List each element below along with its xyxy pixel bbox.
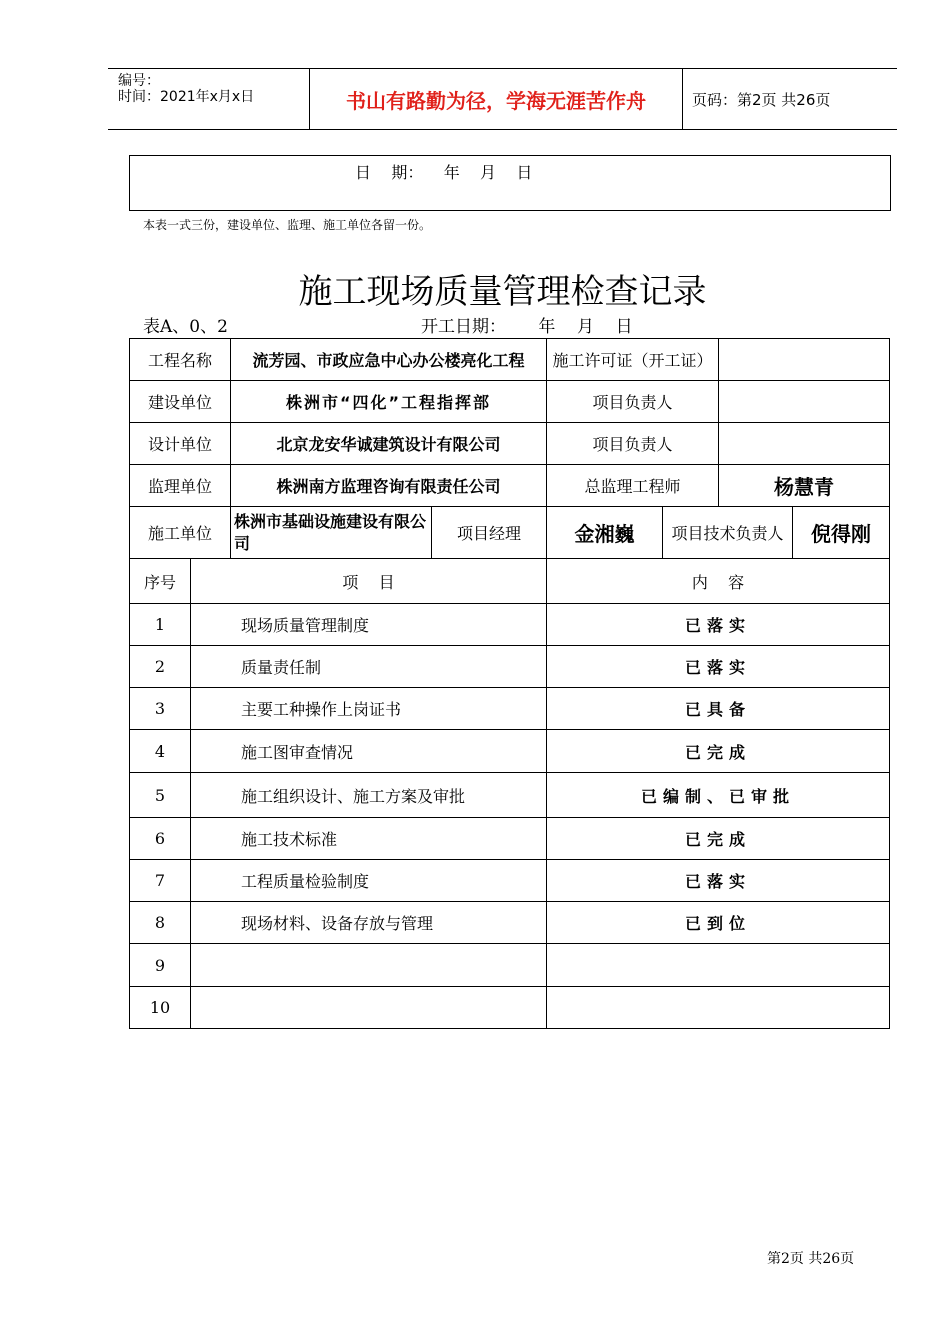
chief-engineer: 杨慧青	[718, 464, 890, 507]
row-no: 1	[129, 603, 191, 646]
copies-note: 本表一式三份，建设单位、监理、施工单位各留一份。	[143, 218, 432, 232]
row-content: 已具备	[546, 687, 890, 730]
row-no: 4	[129, 729, 191, 773]
row-content: 已落实	[546, 645, 890, 688]
permit-label: 施工许可证（开工证）	[546, 338, 719, 381]
page-header	[108, 68, 897, 130]
row-content: 已到位	[546, 901, 890, 944]
row-no: 2	[129, 645, 191, 688]
time-label: 时间：2021年x月x日	[118, 89, 255, 105]
row-item: 现场质量管理制度	[190, 603, 547, 646]
row-item: 质量责任制	[190, 645, 547, 688]
row-content: 已完成	[546, 817, 890, 860]
designer-pm-label: 项目负责人	[546, 422, 719, 465]
inspection-table	[129, 338, 890, 1029]
page-footer: 第2页 共26页	[767, 1251, 855, 1267]
row-no: 10	[129, 986, 191, 1029]
row-no: 5	[129, 772, 191, 818]
row-no: 7	[129, 859, 191, 902]
form-number: 表A、0、2	[143, 317, 228, 337]
owner-pm	[718, 380, 890, 423]
row-item: 施工组织设计、施工方案及审批	[190, 772, 547, 818]
designer-label: 设计单位	[129, 422, 231, 465]
header-motto: 书山有路勤为径，学海无涯苦作舟	[346, 88, 646, 113]
pm-label: 项目经理	[431, 506, 547, 559]
designer-unit: 北京龙安华诚建筑设计有限公司	[230, 422, 547, 465]
header-page-label: 页码：第2页 共26页	[692, 90, 831, 109]
header-divider	[682, 69, 683, 129]
row-item: 施工技术标准	[190, 817, 547, 860]
owner-pm-label: 项目负责人	[546, 380, 719, 423]
row-content: 已落实	[546, 859, 890, 902]
row-item: 施工图审查情况	[190, 729, 547, 773]
owner-unit: 株洲市“四化”工程指挥部	[230, 380, 547, 423]
col-header-no: 序号	[129, 558, 191, 604]
owner-label: 建设单位	[129, 380, 231, 423]
project-name: 流芳园、市政应急中心办公楼亮化工程	[230, 338, 547, 381]
permit-value	[718, 338, 890, 381]
row-item: 工程质量检验制度	[190, 859, 547, 902]
designer-pm	[718, 422, 890, 465]
row-no: 8	[129, 901, 191, 944]
row-content: 已落实	[546, 603, 890, 646]
row-item	[190, 943, 547, 987]
project-name-label: 工程名称	[129, 338, 231, 381]
row-item: 现场材料、设备存放与管理	[190, 901, 547, 944]
supervisor-unit: 株洲南方监理咨询有限责任公司	[230, 464, 547, 507]
tech-lead: 倪得刚	[792, 506, 890, 559]
row-item: 主要工种操作上岗证书	[190, 687, 547, 730]
date-box	[129, 155, 891, 211]
chief-engineer-label: 总监理工程师	[546, 464, 719, 507]
row-no: 6	[129, 817, 191, 860]
header-meta	[118, 73, 254, 105]
page-title: 施工现场质量管理检查记录	[298, 272, 707, 312]
tech-lead-label: 项目技术负责人	[662, 506, 793, 559]
contractor-unit: 株洲市基础设施建设有限公司	[230, 506, 432, 559]
date-box-text: 日 期： 年 月 日	[355, 163, 533, 182]
row-no: 9	[129, 943, 191, 987]
supervisor-label: 监理单位	[129, 464, 231, 507]
row-item	[190, 986, 547, 1029]
row-content: 已完成	[546, 729, 890, 773]
contractor-label: 施工单位	[129, 506, 231, 559]
row-content	[546, 986, 890, 1029]
row-content: 已编制、已审批	[546, 772, 890, 818]
project-manager: 金湘巍	[546, 506, 663, 559]
col-header-item: 项 目	[190, 558, 547, 604]
start-date: 开工日期： 年 月 日	[421, 317, 633, 337]
col-header-content: 内 容	[546, 558, 890, 604]
serial-label: 编号：	[118, 73, 160, 89]
row-content	[546, 943, 890, 987]
row-no: 3	[129, 687, 191, 730]
